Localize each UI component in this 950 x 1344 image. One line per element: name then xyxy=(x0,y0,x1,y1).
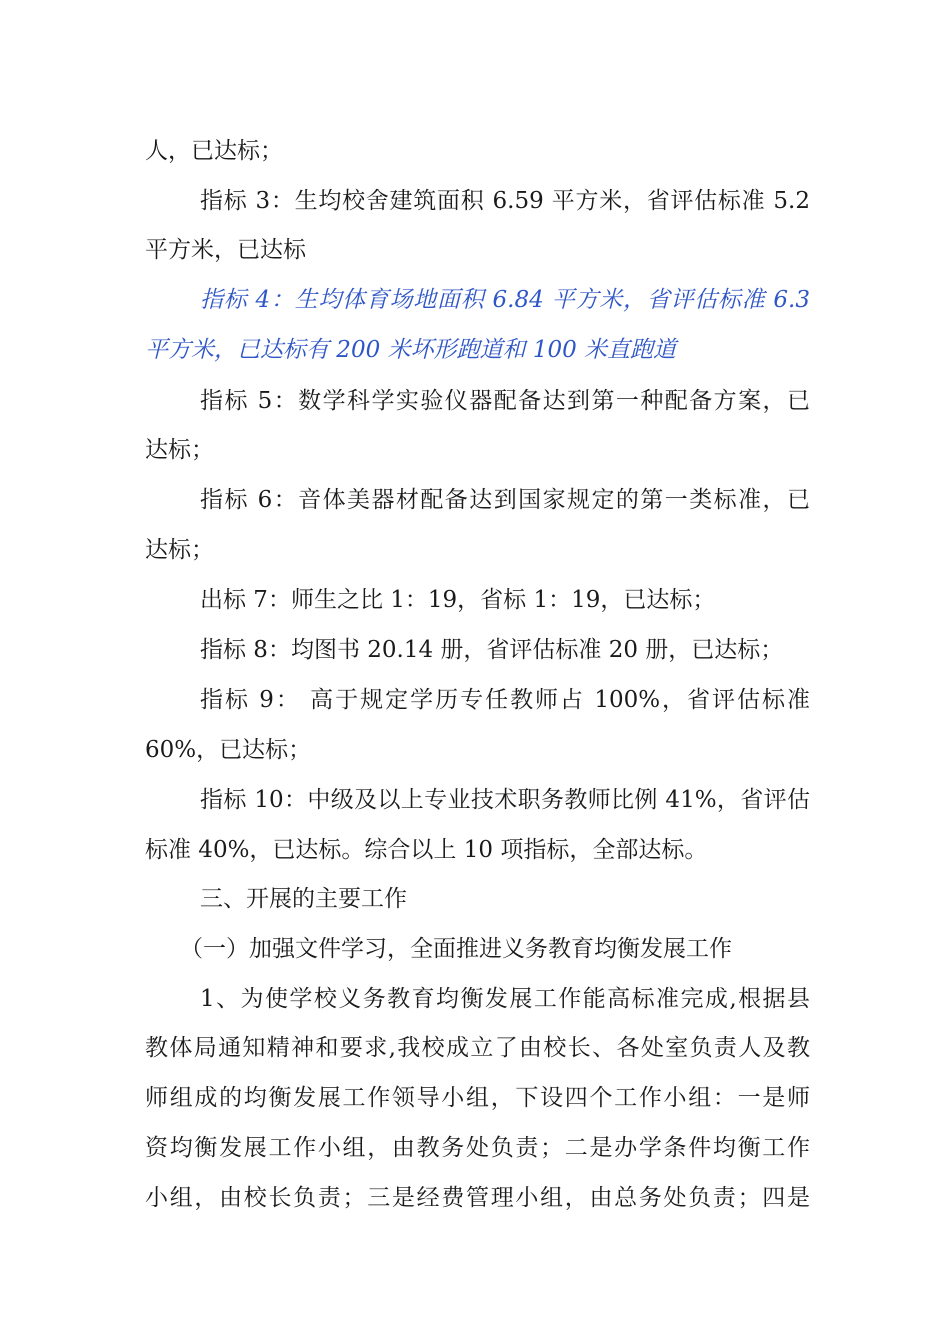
paragraph-line: 资均衡发展工作小组，由教务处负责；二是办学条件均衡工作 xyxy=(145,1135,810,1161)
indicator-4-continuation-highlighted: 平方米，已达标有 200 米坏形跑道和 100 米直跑道 xyxy=(145,337,677,363)
text-line: 达标； xyxy=(145,437,214,463)
text-line: 人，已达标； xyxy=(145,138,283,164)
text-line: 60%，已达标； xyxy=(145,737,312,763)
paragraph-line: 教体局通知精神和要求,我校成立了由校长、各处室负责人及教 xyxy=(145,1035,810,1061)
indicator-8-line: 指标 8：均图书 20.14 册，省评估标准 20 册，已达标； xyxy=(200,637,784,663)
indicator-4-line-highlighted: 指标 4：生均体育场地面积 6.84 平方米，省评估标准 6.3 xyxy=(200,287,810,313)
indicator-9-line: 指标 9： 高于规定学历专任教师占 100%，省评估标准 xyxy=(200,687,810,713)
paragraph-line: 1、为使学校义务教育均衡发展工作能高标准完成,根据县 xyxy=(200,986,810,1012)
indicator-6-line: 指标 6：音体美器材配备达到国家规定的第一类标准，已 xyxy=(200,487,810,513)
indicator-3-line: 指标 3：生均校舍建筑面积 6.59 平方米，省评估标准 5.2 xyxy=(200,188,810,214)
subsection-heading: （一）加强文件学习，全面推进义务教育均衡发展工作 xyxy=(180,936,732,962)
indicator-5-line: 指标 5：数学科学实验仪器配备达到第一种配备方案，已 xyxy=(200,388,810,414)
text-line: 达标； xyxy=(145,537,214,563)
section-heading: 三、开展的主要工作 xyxy=(200,886,407,912)
indicator-7-line: 出标 7：师生之比 1：19，省标 1：19，已达标； xyxy=(200,587,716,613)
paragraph-line: 小组，由校长负责；三是经费管理小组，由总务处负责；四是 xyxy=(145,1185,810,1211)
text-line: 平方米，已达标 xyxy=(145,237,306,263)
text-line: 标准 40%，已达标。综合以上 10 项指标，全部达标。 xyxy=(145,837,708,863)
paragraph-line: 师组成的均衡发展工作领导小组，下设四个工作小组：一是师 xyxy=(145,1085,810,1111)
indicator-10-line: 指标 10：中级及以上专业技术职务教师比例 41%，省评估 xyxy=(200,787,810,813)
